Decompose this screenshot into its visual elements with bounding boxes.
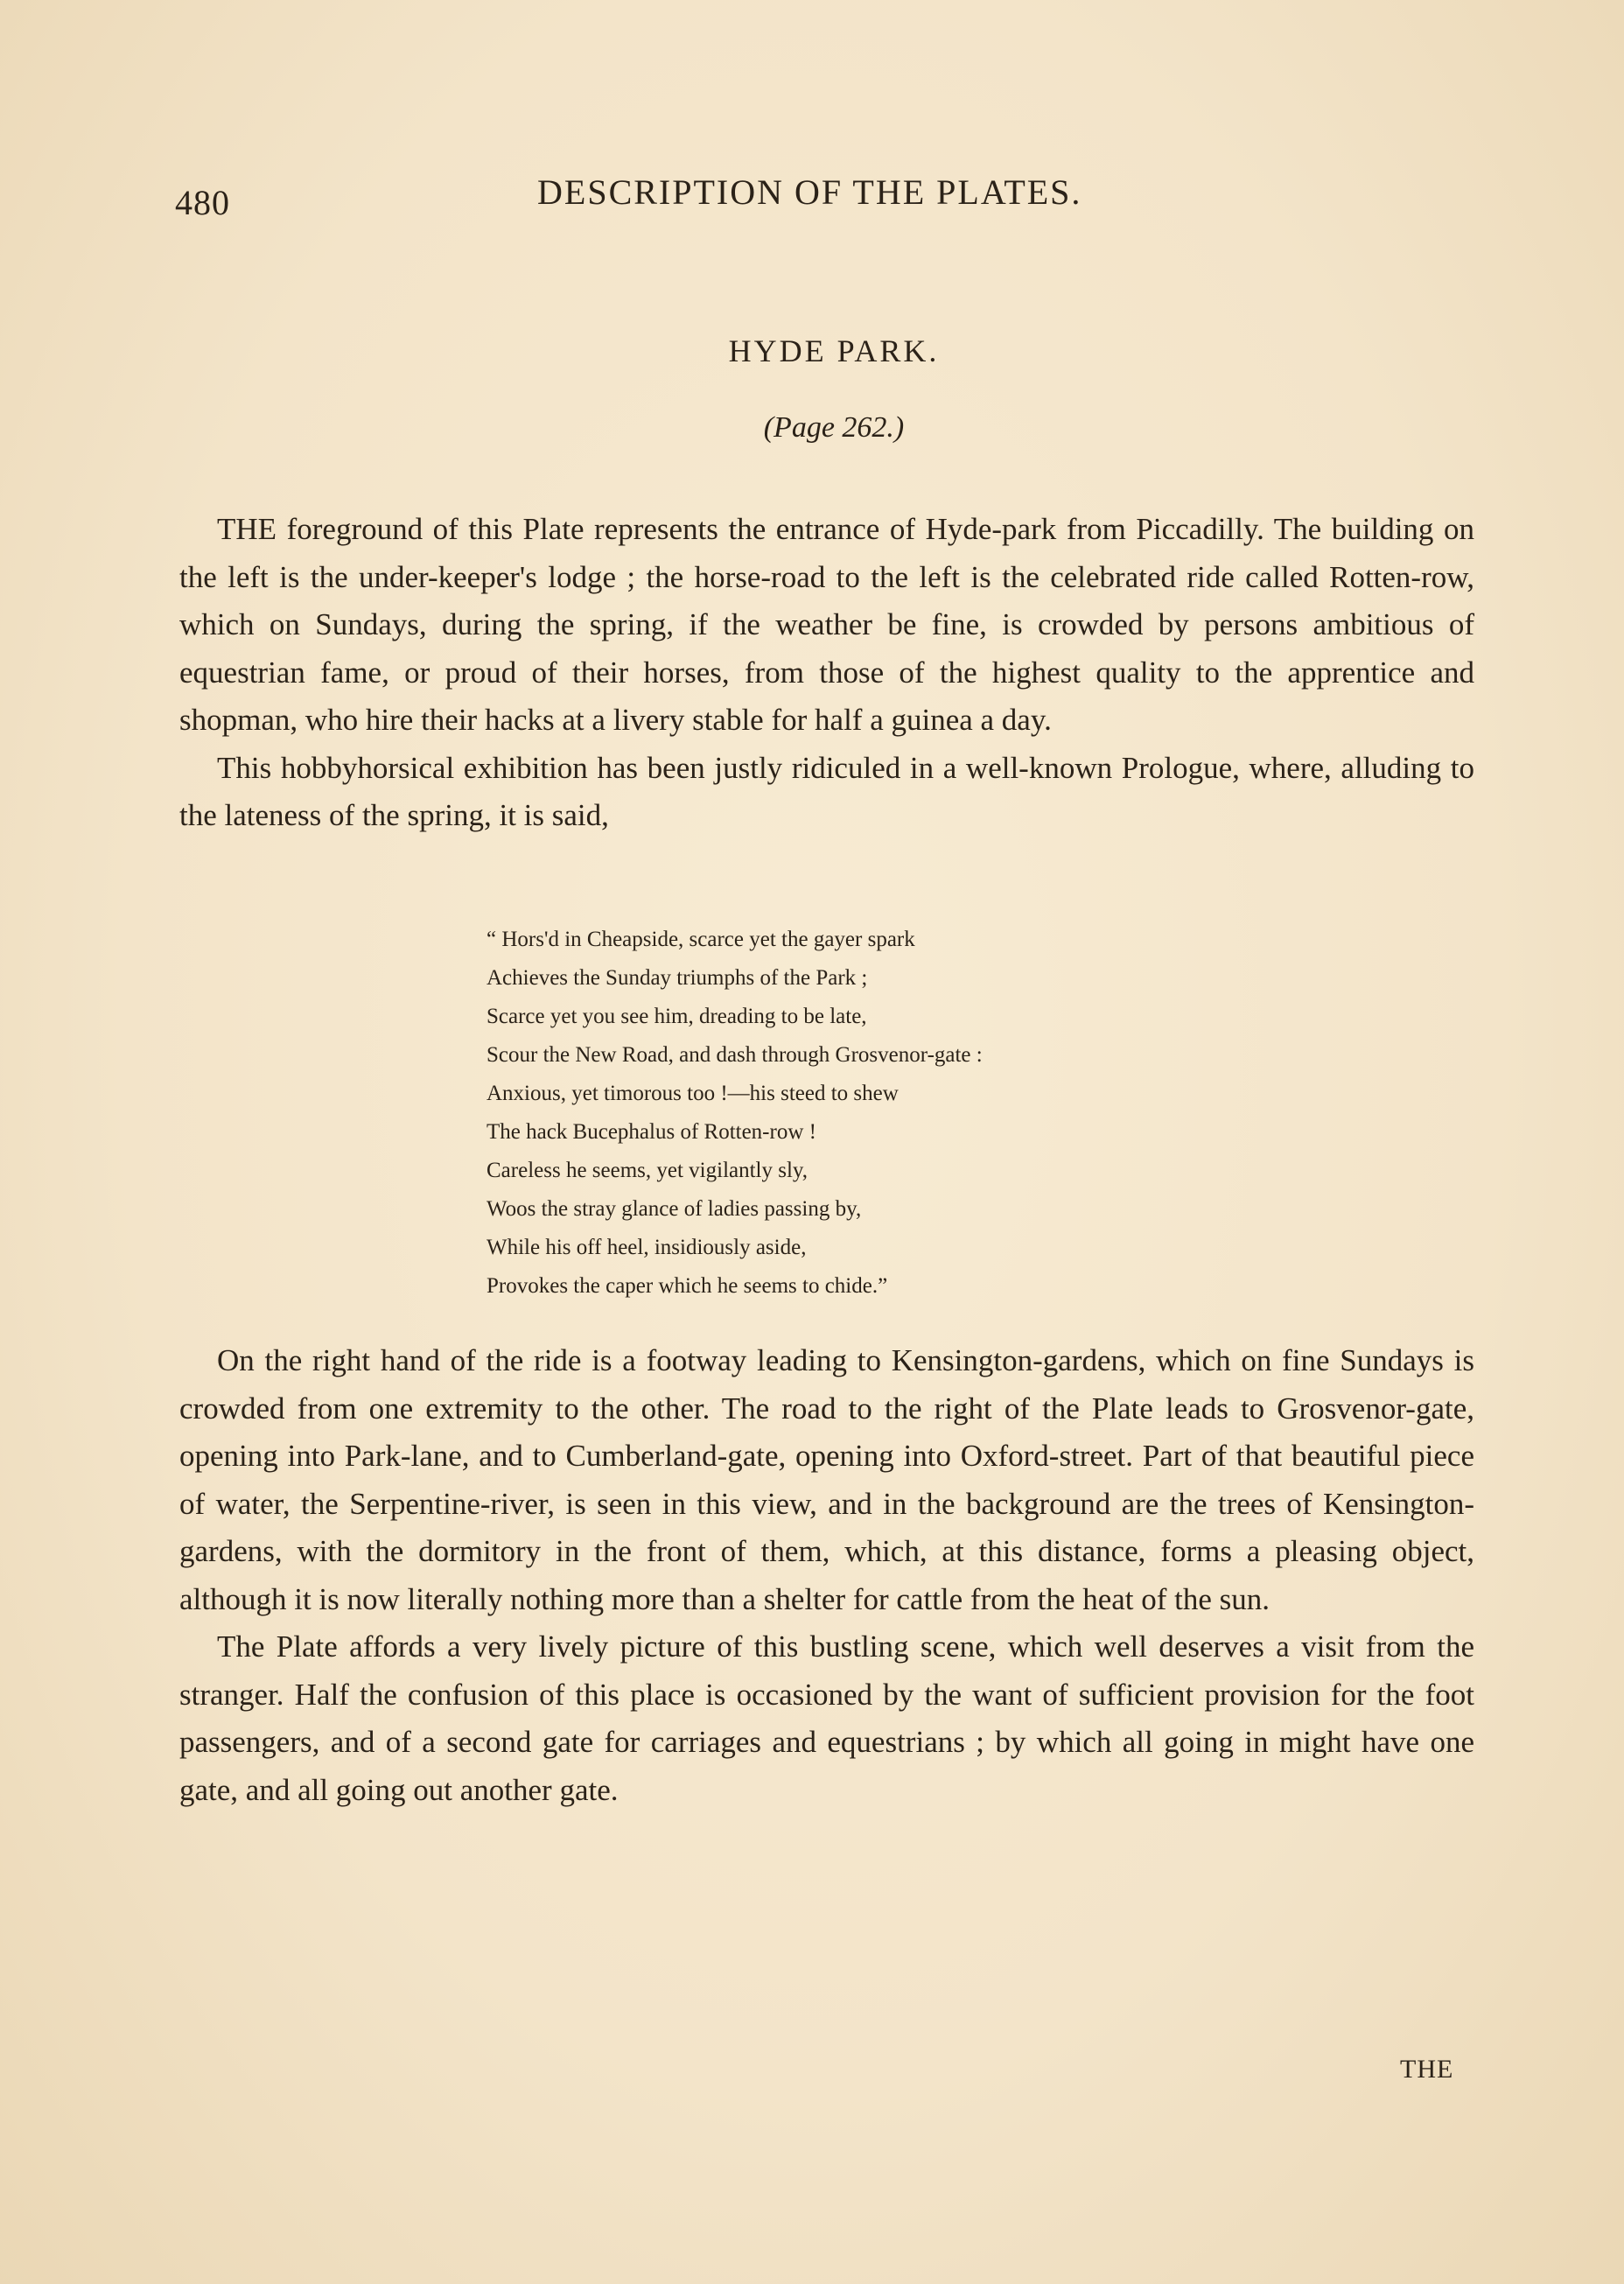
body-text-before-verse: [179, 506, 1474, 840]
verse-line: Achieves the Sunday triumphs of the Park ;: [486, 966, 868, 990]
verse-line: The hack Bucephalus of Rotten-row !: [486, 1120, 816, 1144]
running-head: [175, 172, 1470, 224]
running-title: DESCRIPTION OF THE PLATES.: [537, 172, 1082, 212]
page-reference: (Page 262.): [763, 411, 905, 444]
verse-line: While his off heel, insidiously aside,: [486, 1236, 807, 1259]
verse-line: Careless he seems, yet vigilantly sly,: [486, 1159, 808, 1182]
verse-line: Provokes the caper which he seems to chide.”: [486, 1274, 888, 1298]
verse-quotation: [486, 921, 1204, 1306]
catchword: THE: [1400, 2055, 1454, 2084]
verse-line: Anxious, yet timorous too !—his steed to shew: [486, 1082, 899, 1105]
verse-line: Woos the stray glance of ladies passing by,: [486, 1197, 862, 1221]
page-number: 480: [175, 183, 230, 222]
paragraph: On the right hand of the ride is a footway leading to Kensington-gardens, which on fine Sundays is crowded from one extremity to the other. The road to the right of the Plate leads to Grosvenor-gate, opening into Park-lane, and to Cumberland-gate, opening into Oxford-street. Part of that beautiful piece of water, the Serpentine-river, is seen in this view, and in the background are the trees of Kensington-gardens, with the dormitory in the front of them, which, at this distance, forms a pleasing object, although it is now literally nothing more than a shelter for cattle from the heat of the sun.: [179, 1343, 1474, 1616]
section-title: HYDE PARK.: [728, 333, 940, 368]
verse-line: Scarce yet you see him, dreading to be late,: [486, 1005, 867, 1028]
paragraph: This hobbyhorsical exhibition has been justly ridiculed in a well-known Prologue, where, alluding to the lateness of the spring, it is said,: [179, 750, 1474, 832]
verse-line: Scour the New Road, and dash through Grosvenor-gate :: [486, 1043, 983, 1067]
paragraph: The Plate affords a very lively picture of this bustling scene, which well deserves a visit from the stranger. Half the confusion of this place is occasioned by the want of sufficient provision for the foot passengers, and of a second gate for carriages and equestrians ; by which all going in might have one gate, and all going out another gate.: [179, 1629, 1474, 1807]
verse-line: “ Hors'd in Cheapside, scarce yet the gayer spark: [486, 928, 915, 951]
paragraph: THE foreground of this Plate represents the entrance of Hyde-park from Piccadilly. The building on the left is the under-keeper's lodge ; the horse-road to the left is the celebrated ride called Rotten-row, which on Sundays, during the spring, if the weather be fine, is crowded by persons ambitious of equestrian fame, or proud of their horses, from those of the highest quality to the apprentice and shopman, who hire their hacks at a livery stable for half a guinea a day.: [179, 512, 1474, 737]
body-text-after-verse: [179, 1337, 1474, 1814]
